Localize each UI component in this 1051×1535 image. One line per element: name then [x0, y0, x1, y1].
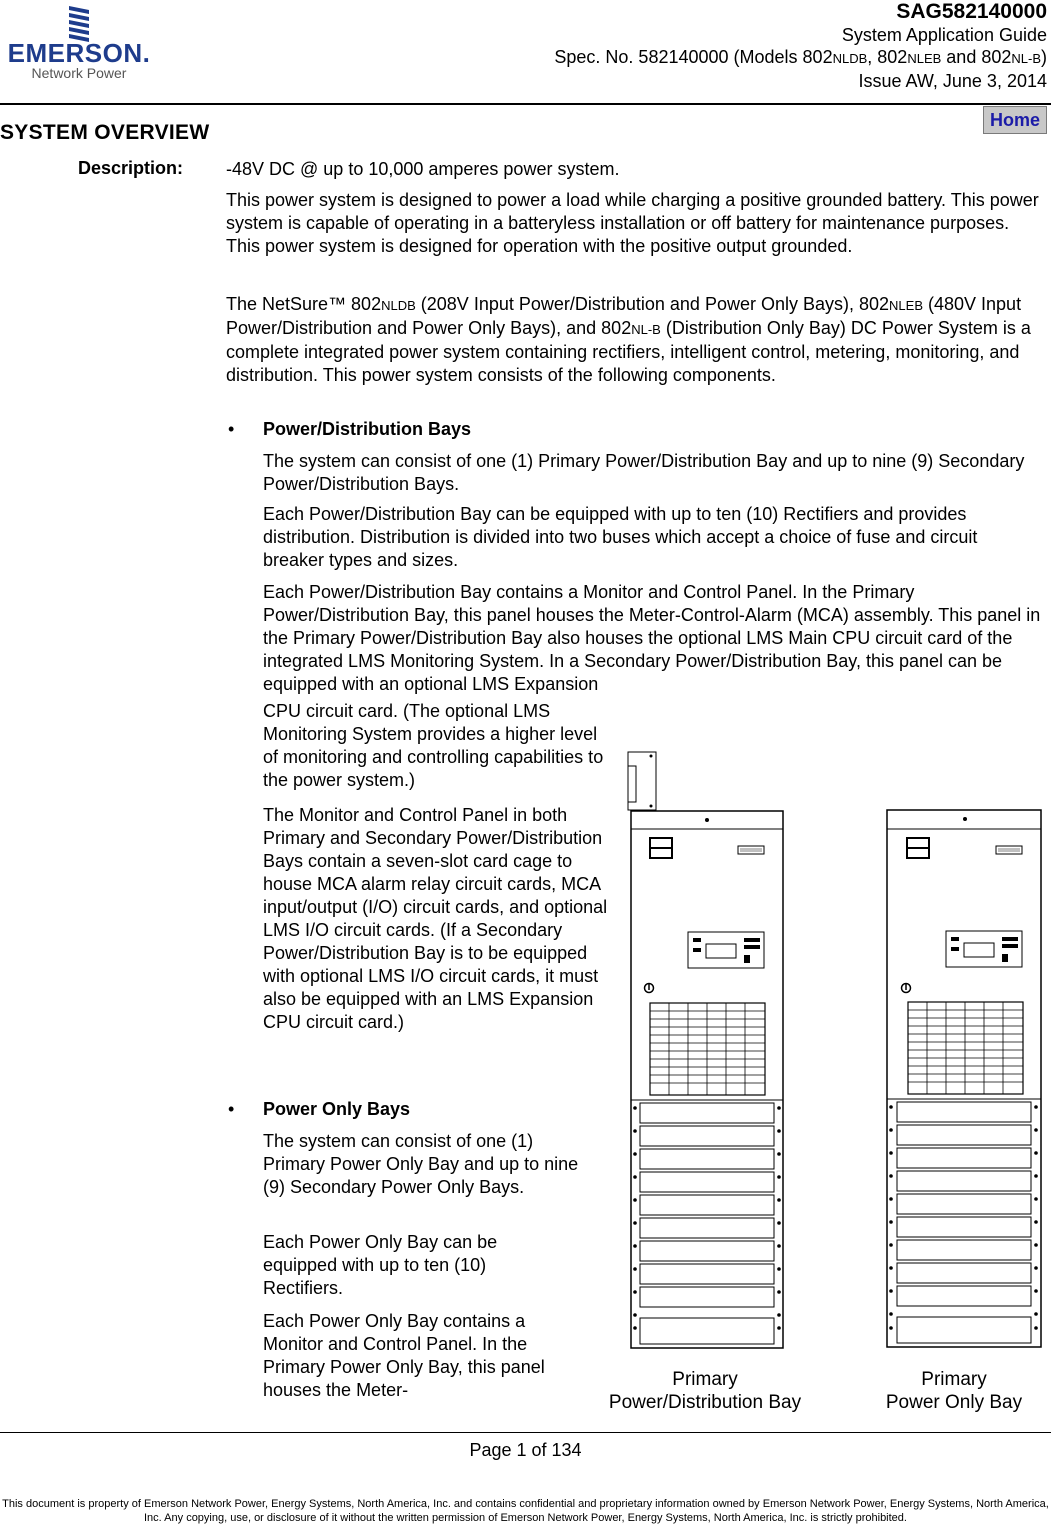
description-paragraph-1: This power system is designed to power a load while charging a positive grounded battery. This power system is capable of operating in a batteryless installation or off battery for maintenance purposes. This power system is designed for operation with the positive output grounded.: [226, 190, 1039, 256]
document-type: System Application Guide: [841, 25, 1047, 45]
page-number: Page 1 of 134: [469, 1440, 582, 1460]
power-distribution-bay-figure: [620, 750, 790, 1355]
figure-caption-power-only: Primary Power Only Bay: [885, 1369, 1023, 1413]
bullet-heading-power-distribution: Power/Distribution Bays: [263, 419, 472, 439]
brand-subtitle: Network Power: [31, 65, 127, 81]
emerson-logo: [4, 2, 154, 82]
brand-wordmark: EMERSON.: [7, 38, 151, 68]
spec-number: Spec. No. 582140000 (Models 802NLDB, 802NLEB and 802NL-B): [554, 47, 1047, 67]
header-divider: [0, 103, 1051, 105]
figure-caption-power-distribution: Primary Power/Distribution Bay: [608, 1369, 802, 1413]
document-id: SAG582140000: [896, 0, 1047, 23]
bullet-heading-power-only: Power Only Bays: [263, 1099, 411, 1119]
footer-divider: [0, 1432, 1051, 1433]
power-only-bay-figure: [879, 806, 1049, 1356]
home-button[interactable]: Home: [983, 106, 1047, 134]
bullet-paragraph: The system can consist of one (1) Primary Power Only Bay and up to nine (9) Secondary Power Only Bays.: [263, 1131, 579, 1197]
bullet-paragraph: Each Power Only Bay contains a Monitor and Control Panel. In the Primary Power Only Bay, this panel houses the Meter-: [263, 1311, 545, 1400]
description-label: Description:: [78, 158, 184, 178]
bullet-paragraph: The system can consist of one (1) Primary Power/Distribution Bay and up to nine (9) Secondary Power/Distribution Bays.: [263, 451, 1025, 494]
bullet-paragraph: Each Power/Distribution Bay can be equipped with up to ten (10) Rectifiers and provides distribution. Distribution is divided into two buses which accept a choice of fuse and circuit breaker types and sizes.: [263, 504, 978, 570]
bullet-dot: •: [228, 1099, 235, 1119]
bullet-paragraph: Each Power/Distribution Bay contains a Monitor and Control Panel. In the Primary Power/Distribution Bay, this panel houses the Meter-Control-Alarm (MCA) assembly. This panel in the Primary Power/Distribution Bay also houses the optional LMS Main CPU circuit card of the integrated LMS Monitoring System. In a Secondary Power/Distribution Bay, this panel can be equipped with an optional LMS Expansion: [263, 582, 1041, 694]
document-header: [554, 0, 1047, 92]
confidentiality-notice: This document is property of Emerson Network Power, Energy Systems, North America, Inc. and contains confidential and proprietary information owned by Emerson Network Power, Energy Systems, North America, Inc. Any copying, use, or disclosure of it without the written permission of Emerson Network Power, Energy Systems, North America, Inc. is strictly prohibited.: [2, 1498, 1049, 1524]
description-line: -48V DC @ up to 10,000 amperes power system.: [226, 159, 620, 179]
vent-grille: [650, 1003, 765, 1095]
issue-date: Issue AW, June 3, 2014: [858, 71, 1047, 91]
description-paragraph-2: The NetSure™ 802NLDB (208V Input Power/Distribution and Power Only Bays), 802NLEB (480V Input Power/Distribution and Power Only Bays), and 802NL-B (Distribution Only Bay) DC Power System is a complete integrated power system containing rectifiers, intelligent control, metering, monitoring, and distribution. This power system consists of the following components.: [226, 294, 1031, 385]
bullet-paragraph: CPU circuit card. (The optional LMS Monitoring System provides a higher level of monitoring and controlling capabilities to the power system.): [263, 701, 604, 790]
vent-grille: [908, 1002, 1023, 1094]
bullet-dot: •: [228, 419, 235, 439]
emerson-emblem-icon: [69, 6, 89, 42]
bullet-paragraph: The Monitor and Control Panel in both Primary and Secondary Power/Distribution Bays contain a seven-slot card cage to house MCA alarm relay circuit cards, MCA input/output (I/O) circuit cards, and optional LMS I/O circuit cards. (If a Secondary Power/Distribution Bay is to be equipped with optional LMS I/O circuit cards, it must also be equipped with an LMS Expansion CPU circuit card.): [263, 805, 608, 1032]
bullet-paragraph: Each Power Only Bay can be equipped with up to ten (10) Rectifiers.: [263, 1232, 498, 1298]
page-title: SYSTEM OVERVIEW: [0, 121, 210, 144]
